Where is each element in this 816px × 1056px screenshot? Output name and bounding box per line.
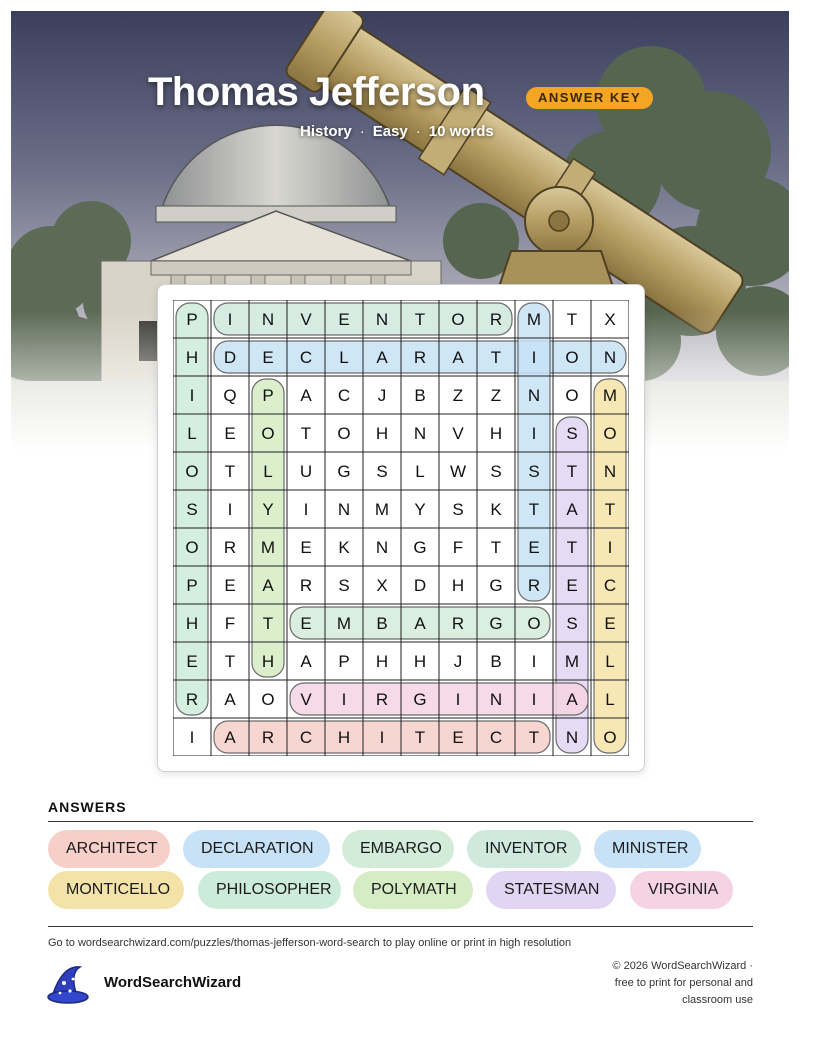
grid-letter: P (338, 652, 350, 671)
grid-letter: H (337, 728, 351, 747)
grid-letter: T (300, 424, 312, 443)
grid-letter: A (376, 348, 388, 367)
grid-letter: R (451, 614, 465, 633)
grid-letter: J (377, 386, 387, 405)
answers-divider (48, 821, 753, 822)
grid-letter: H (451, 576, 465, 595)
answer-pill-inventor: INVENTOR (467, 830, 581, 868)
copyright-text (573, 958, 753, 1009)
grid-letter: M (260, 538, 276, 557)
grid-letter: I (531, 652, 537, 671)
grid-letter: R (223, 538, 237, 557)
answer-pill-polymath: POLYMATH (353, 871, 473, 909)
grid-letter: Y (414, 500, 426, 519)
grid-letter: S (186, 500, 198, 519)
answer-pill-embargo: EMBARGO (342, 830, 454, 868)
brand-name: WordSearchWizard (104, 974, 242, 991)
grid-letter: S (376, 462, 388, 481)
grid-letter: V (300, 690, 312, 709)
grid-letter: N (413, 424, 427, 443)
grid-letter: A (224, 690, 236, 709)
subject-label: History (300, 123, 352, 140)
grid-letter: E (566, 576, 578, 595)
grid-letter: H (185, 614, 199, 633)
grid-letter: A (566, 500, 578, 519)
grid-letter: N (375, 538, 389, 557)
grid-letter: M (336, 614, 352, 633)
grid-letter: E (604, 614, 616, 633)
copyright-line-2: free to print for personal and (614, 977, 753, 989)
page-title: Thomas Jefferson (148, 70, 485, 114)
grid-letter: T (414, 310, 426, 329)
grid-letter: N (527, 386, 541, 405)
grid-letter: I (531, 424, 537, 443)
grid-letter: M (564, 652, 580, 671)
grid-letter: O (185, 538, 199, 557)
grid-letter: T (566, 462, 578, 481)
grid-letter: S (566, 614, 578, 633)
grid-letter: G (413, 538, 427, 557)
grid-letter: K (490, 500, 502, 519)
grid-letter: B (414, 386, 426, 405)
grid-letter: I (189, 728, 195, 747)
grid-letter: T (528, 500, 540, 519)
grid-letter: R (375, 690, 389, 709)
grid-letter: T (490, 348, 502, 367)
answer-pill-architect: ARCHITECT (48, 830, 170, 868)
grid-letter: R (299, 576, 313, 595)
grid-letter: S (566, 424, 578, 443)
footer-divider (48, 926, 753, 927)
grid-letter: K (338, 538, 350, 557)
grid-letter: B (376, 614, 388, 633)
grid-letter: I (531, 348, 537, 367)
grid-letter: I (607, 538, 613, 557)
grid-letter: D (413, 576, 427, 595)
grid-letter: A (414, 614, 426, 633)
grid-letter: S (490, 462, 502, 481)
grid-letter: R (413, 348, 427, 367)
grid-letter: L (187, 424, 197, 443)
grid-letter: T (566, 310, 578, 329)
grid-letter: A (262, 576, 274, 595)
footer-url-text: Go to wordsearchwizard.com/puzzles/thomas-jefferson-word-search to play online or print in high resolution (48, 937, 572, 949)
grid-letter: Y (262, 500, 274, 519)
grid-letter: I (379, 728, 385, 747)
puzzle-meta (300, 123, 494, 140)
grid-letter: R (489, 310, 503, 329)
grid-letter: O (603, 424, 617, 443)
grid-letter: L (263, 462, 273, 481)
grid-letter: T (490, 538, 502, 557)
answer-key-badge: ANSWER KEY (526, 87, 653, 109)
grid-letter: T (224, 652, 236, 671)
copyright-line-1: © 2026 WordSearchWizard · (612, 960, 753, 972)
grid-letter: N (375, 310, 389, 329)
grid-letter: C (299, 728, 313, 747)
grid-letter: J (453, 652, 463, 671)
grid-letter: H (261, 652, 275, 671)
grid-letter: Z (452, 386, 464, 405)
grid-letter: L (605, 652, 615, 671)
grid-letter: S (338, 576, 350, 595)
grid-letter: C (337, 386, 351, 405)
grid-letter: W (449, 462, 467, 481)
letter-grid (173, 300, 629, 756)
grid-letter: H (185, 348, 199, 367)
grid-letter: V (300, 310, 312, 329)
grid-letter: R (185, 690, 199, 709)
answers-heading: ANSWERS (48, 799, 127, 815)
grid-letter: I (189, 386, 195, 405)
grid-letter: F (452, 538, 464, 557)
grid-letter: R (527, 576, 541, 595)
grid-letter: X (604, 310, 616, 329)
grid-letter: U (299, 462, 313, 481)
grid-letter: L (605, 690, 615, 709)
grid-letter: E (186, 652, 198, 671)
grid-letter: N (337, 500, 351, 519)
wizard-hat-icon (46, 963, 94, 1005)
grid-letter: R (261, 728, 275, 747)
grid-letter: O (261, 690, 275, 709)
grid-letter: A (300, 652, 312, 671)
grid-letter: Z (490, 386, 502, 405)
grid-letter: O (565, 348, 579, 367)
grid-letter: S (452, 500, 464, 519)
grid-letter: G (337, 462, 351, 481)
grid-letter: H (375, 652, 389, 671)
grid-letter: Q (223, 386, 237, 405)
grid-letter: E (262, 348, 274, 367)
grid-letter: I (455, 690, 461, 709)
grid-letter: E (224, 576, 236, 595)
grid-letter: E (224, 424, 236, 443)
grid-letter: E (452, 728, 464, 747)
grid-letter: C (299, 348, 313, 367)
grid-letter: P (186, 576, 198, 595)
grid-letter: T (528, 728, 540, 747)
grid-letter: L (415, 462, 425, 481)
separator-dot: · (415, 123, 421, 140)
grid-letter: O (565, 386, 579, 405)
grid-letter: T (262, 614, 274, 633)
grid-letter: P (262, 386, 274, 405)
difficulty-label: Easy (372, 123, 408, 140)
grid-letter: O (185, 462, 199, 481)
grid-letter: T (414, 728, 426, 747)
grid-letter: C (489, 728, 503, 747)
grid-letter: A (566, 690, 578, 709)
grid-letter: O (337, 424, 351, 443)
puzzle-board (157, 284, 645, 772)
grid-letter: D (223, 348, 237, 367)
grid-letter: A (224, 728, 236, 747)
grid-letter: T (604, 500, 616, 519)
grid-letter: H (375, 424, 389, 443)
grid-letter: G (489, 614, 503, 633)
grid-letter: H (413, 652, 427, 671)
grid-letter: I (303, 500, 309, 519)
grid-letter: O (603, 728, 617, 747)
answer-pill-declaration: DECLARATION (183, 830, 330, 868)
separator-dot: · (359, 123, 365, 140)
grid-letter: F (224, 614, 236, 633)
grid-letter: N (603, 348, 617, 367)
grid-letter: M (526, 310, 542, 329)
grid-letter: M (374, 500, 390, 519)
grid-letter: E (338, 310, 350, 329)
grid-letter: I (341, 690, 347, 709)
grid-letter: G (413, 690, 427, 709)
grid-letter: O (527, 614, 541, 633)
grid-letter: E (300, 614, 312, 633)
grid-letter: B (490, 652, 502, 671)
grid-letter: A (452, 348, 464, 367)
grid-letter: T (566, 538, 578, 557)
answer-pill-philosopher: PHILOSOPHER (198, 871, 341, 909)
grid-letter: A (300, 386, 312, 405)
grid-letter: O (261, 424, 275, 443)
grid-letter: E (528, 538, 540, 557)
word-count-label: 10 words (428, 123, 494, 140)
grid-letter: C (603, 576, 617, 595)
grid-letter: I (227, 310, 233, 329)
grid-letter: L (339, 348, 349, 367)
grid-letter: I (227, 500, 233, 519)
grid-letter: E (300, 538, 312, 557)
answer-pill-monticello: MONTICELLO (48, 871, 184, 909)
grid-letter: N (489, 690, 503, 709)
grid-letter: V (452, 424, 464, 443)
grid-letter: N (261, 310, 275, 329)
grid-letter: X (376, 576, 388, 595)
grid-letter: P (186, 310, 198, 329)
grid-letter: T (224, 462, 236, 481)
grid-letter: N (565, 728, 579, 747)
grid-letter: M (602, 386, 618, 405)
grid-letter: G (489, 576, 503, 595)
grid-letter: I (531, 690, 537, 709)
grid-letter: O (451, 310, 465, 329)
answer-pill-minister: MINISTER (594, 830, 701, 868)
grid-letter: S (528, 462, 540, 481)
answer-pill-statesman: STATESMAN (486, 871, 616, 909)
grid-letter: H (489, 424, 503, 443)
copyright-line-3: classroom use (682, 994, 753, 1006)
answer-pill-virginia: VIRGINIA (630, 871, 733, 909)
grid-letter: N (603, 462, 617, 481)
